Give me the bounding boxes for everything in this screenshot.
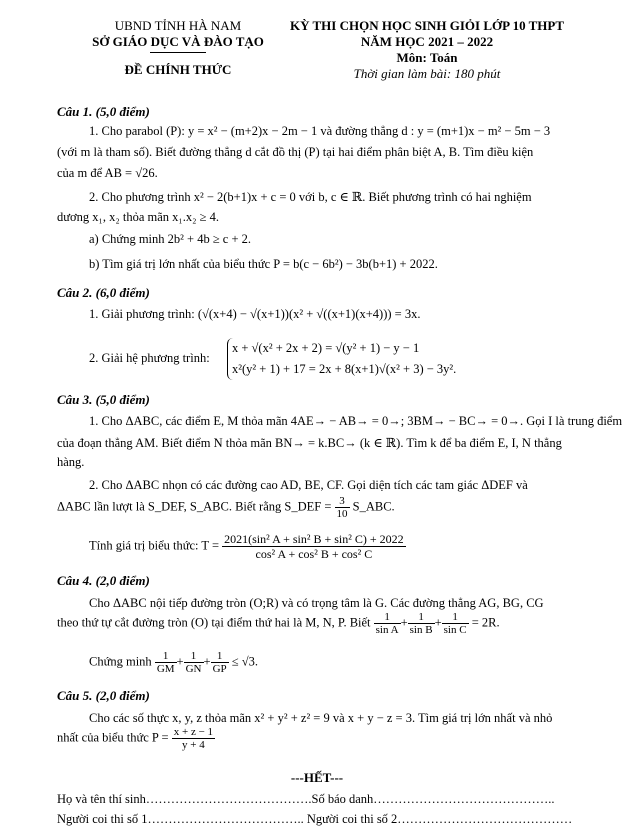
end-marker: ---HẾT--- [290,770,344,785]
q2-equation-system [227,338,456,380]
q3-expression-T [89,532,406,561]
q4-line2: theo thứ tự cắt đường tròn (O) tại điểm thứ hai là M, N, P. Biết $\frac{1}{\text{sin A}}$ + $\frac{1}{\text{sin B}}$ + $\frac{1}{\text{sin C}}$ = 2R. [57,611,500,636]
q4-frac-sinC-num: 1 [442,611,469,624]
q1-part2-line2: dương x₁, x₂ thỏa mãn x₁.x₂ ≥ 4. [57,210,219,224]
q4-frac-GM-num: 1 [155,650,177,663]
q1-part2-line1: 2. Cho phương trình x² − 2(b+1)x + c = 0 với b, c ∈ ℝ. Biết phương trình có hai nghiệm [89,190,532,204]
q5-line2 [57,726,215,751]
q2-system-eq2: x²(y² + 1) + 17 = 2x + 8(x+1)√(x² + 3) − 3y². [232,362,457,376]
q4-frac-GP-den: GP [212,663,227,675]
q4-frac-GN [184,650,204,675]
q4-frac-GN-den: GN [185,663,202,675]
official-exam-label: ĐỀ CHÍNH THỨC [124,62,232,77]
q4-frac-sinB-den: sin B [409,624,433,636]
candidate-info-line: Họ và tên thí sinh………………………………….Số báo danh…………………………………….. [57,792,555,806]
q4-frac-sinC-den: sin C [443,624,467,636]
q3-t-label: Tính giá trị biểu thức: T = [89,538,220,553]
q5-line2-text: nhất của biểu thức P = [57,730,169,745]
q3-t-den: cos² A + cos² B + cos² C [255,547,373,561]
province-committee: UBND TỈNH HÀ NAM [114,18,242,33]
q5-title: Câu 5. (2,0 điểm) [57,688,150,703]
duration: Thời gian làm bài: 180 phút [353,66,501,81]
q1-part1-line3: của m để AB = √26. [57,166,158,180]
q3-part1-line1: 1. Cho ΔABC, các điểm E, M thỏa mãn 4AE→ − AB→ = 0→; 3BM→ − BC→ = 0→. Gọi I là trung điểm [89,414,623,428]
q4-frac-GM-den: GM [156,663,175,675]
q3-area-num: 3 [335,495,350,508]
q4-frac-sinA [374,611,401,636]
q5-P-num: x + z − 1 [173,726,214,738]
q5-P-fraction [172,726,215,751]
q1-part1-line1: 1. Cho parabol (P): y = x² − (m+2)x − 2m − 1 và đường thẳng d : y = (m+1)x − m² − 5m − 3 [89,124,551,138]
header-left-rule [150,52,206,53]
q3-t-num: 2021(sin² A + sin² B + sin² C) + 2022 [224,532,404,546]
exam-title: KỲ THI CHỌN HỌC SINH GIỎI LỚP 10 THPT [289,18,564,33]
q5-line1: Cho các số thực x, y, z thỏa mãn x² + y² + z² = 9 và x + y − z = 3. Tìm giá trị lớn nhất và nhỏ [89,711,553,725]
q3-title: Câu 3. (5,0 điểm) [57,392,150,407]
q4-frac-sinC [442,611,469,636]
q3-t-fraction [222,532,405,561]
q4-frac-GM [155,650,177,675]
q5-P-den: y + 4 [182,739,205,751]
q4-prove-suffix: ≤ √3. [231,654,258,669]
q4-line2-suffix: = 2R. [471,615,500,630]
q3-area-suffix: S_ABC. [352,499,395,514]
q4-line1: Cho ΔABC nội tiếp đường tròn (O;R) và có trọng tâm là G. Các đường thẳng AG, BG, CG [89,596,544,610]
q2-system-eq1: x + √(x² + 2x + 2) = √(y² + 1) − y − 1 [232,341,420,355]
subject: Môn: Toán [396,50,458,65]
q4-frac-sinA-den: sin A [375,624,399,636]
q1-part2a: a) Chứng minh 2b² + 4b ≥ c + 2. [89,232,252,246]
q3-part2-line2 [57,495,395,520]
q2-part2-label: 2. Giải hệ phương trình: [89,351,210,365]
department-name: SỞ GIÁO DỤC VÀ ĐÀO TẠO [92,34,264,49]
q2-part1: 1. Giải phương trình: (√(x+4) − √(x+1))(x² + √((x+1)(x+4))) = 3x. [89,307,421,321]
q4-line2-text: theo thứ tự cắt đường tròn (O) tại điểm thứ hai là M, N, P. Biết [57,615,371,630]
q4-frac-GP-num: 1 [211,650,229,663]
q3-area-text: ΔABC lần lượt là S_DEF, S_ABC. Biết rằng S_DEF = [57,499,332,514]
school-year: NĂM HỌC 2021 – 2022 [360,34,494,49]
q4-title: Câu 4. (2,0 điểm) [57,573,150,588]
q4-frac-GN-num: 1 [184,650,204,663]
q3-part1-line3: hàng. [57,455,85,469]
q4-frac-sinB-num: 1 [408,611,435,624]
q4-frac-sinB [408,611,435,636]
q1-part2b: b) Tìm giá trị lớn nhất của biểu thức P = b(c − 6b²) − 3b(b+1) + 2022. [89,257,438,271]
proctor-info-line: Người coi thi số 1……………………………….. Người coi thi số 2…………………………………… [57,812,573,826]
q3-area-fraction [335,495,350,520]
q3-part2-line1: 2. Cho ΔABC nhọn có các đường cao AD, BE, CF. Gọi diện tích các tam giác ΔDEF và [89,478,528,492]
q2-title: Câu 2. (6,0 điểm) [57,285,150,300]
q4-frac-sinA-num: 1 [374,611,401,624]
q4-prove: Chứng minh $\frac{1}{GM}$ + $\frac{1}{GN}$ + $\frac{1}{GP}$ ≤ √3. [89,650,258,675]
q3-part1-line2: của đoạn thẳng AM. Biết điểm N thỏa mãn BN→ = k.BC→ (k ∈ ℝ). Tìm k để ba điểm E, I, N thẳng [57,436,562,450]
q4-prove-text: Chứng minh [89,654,152,669]
q3-area-den: 10 [336,508,348,520]
q1-part1-line2: (với m là tham số). Biết đường thẳng d cắt đồ thị (P) tại hai điểm phân biệt A, B. Tìm điều kiện [57,145,534,159]
q4-frac-GP [211,650,229,675]
q1-title: Câu 1. (5,0 điểm) [57,104,150,119]
